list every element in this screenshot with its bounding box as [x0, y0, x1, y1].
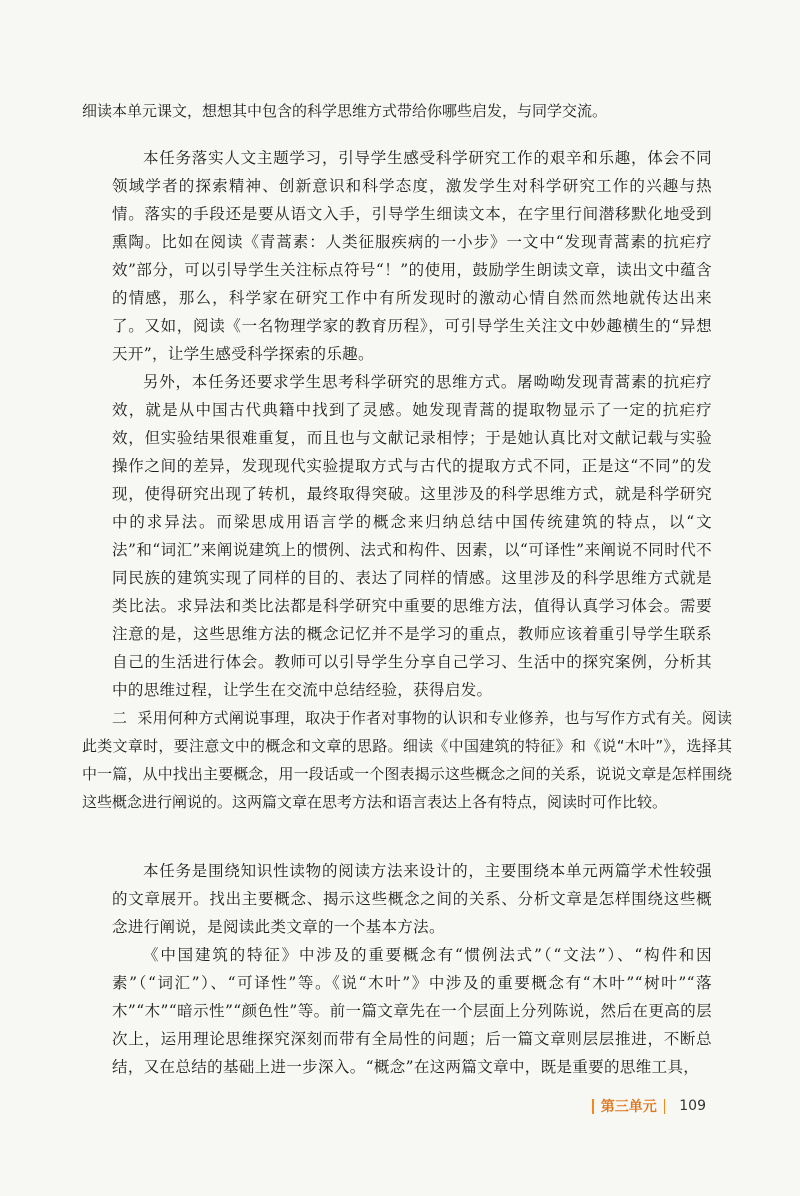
teaching-guide-two — [112, 857, 712, 1081]
task-one — [82, 96, 732, 126]
guide-one-paragraph-1: 本任务落实人文主题学习，引导学生感受科学研究工作的艰辛和乐趣，体会不同领域学者的探索精神、创新意识和科学态度，激发学生对科学研究工作的兴趣与热情。落实的手段还是要从语文入手，引导学生细读文本，在字里行间潜移默化地受到熏陶。比如在阅读《青蒿素：人类征服疾病的一小步》一文中“发现青蒿素的抗疟疗效”部分，可以引导学生关注标点符号“！”的使用，鼓励学生朗读文章，读出文中蕴含的情感，那么，科学家在研究工作中有所发现时的激动心情自然而然地就传达出来了。又如，阅读《一名物理学家的教育历程》，可引导学生关注文中妙趣横生的“异想天开”，让学生感受科学探索的乐趣。 — [112, 149, 712, 363]
guide-two-paragraph-1: 本任务是围绕知识性读物的阅读方法来设计的，主要围绕本单元两篇学术性较强的文章展开。找出主要概念、揭示这些概念之间的关系、分析文章是怎样围绕这些概念进行阐说，是阅读此类文章的一个基本方法。 — [112, 862, 712, 936]
page-footer — [592, 1096, 706, 1116]
guide-two-paragraph-2: 《中国建筑的特征》中涉及的重要概念有“惯例法式”（“文法”）、“构件和因素”（“词汇”）、“可译性”等。《说“木叶”》中涉及的重要概念有“木叶”“树叶”“落木”“木”“暗示性”“颜色性”等。前一篇文章先在一个层面上分列陈说，然后在更高的层次上，运用理论思维探究深刻而带有全局性的问题；后一篇文章则层层推进，不断总结，又在总结的基础上进一步深入。“概念”在这两篇文章中，既是重要的思维工具， — [112, 946, 712, 1076]
guide-one-paragraph-2: 另外，本任务还要求学生思考科学研究的思维方式。屠呦呦发现青蒿素的抗疟疗效，就是从中国古代典籍中找到了灵感。她发现青蒿的提取物显示了一定的抗疟疗效，但实验结果很难重复，而且也与文献记录相悖；于是她认真比对文献记载与实验操作之间的差异，发现现代实验提取方式与古代的提取方式不同，正是这“不同”的发现，使得研究出现了转机，最终取得突破。这里涉及的科学思维方式，就是科学研究中的求异法。而梁思成用语言学的概念来归纳总结中国传统建筑的特点，以“文法”和“词汇”来阐说建筑上的惯例、法式和构件、因素，以“可译性”来阐说不同时代不同民族的建筑实现了同样的目的、表达了同样的情感。这里涉及的科学思维方式就是类比法。求异法和类比法都是科学研究中重要的思维方法，值得认真学习体会。需要注意的是，这些思维方法的概念记忆并不是学习的重点，教师应该着重引导学生联系自己的生活进行体会。教师可以引导学生分享自己学习、生活中的探究案例，分析其中的思维过程，让学生在交流中总结经验，获得启发。 — [112, 373, 712, 699]
task-two-prompt — [82, 704, 732, 816]
footer-divider-left — [592, 1099, 594, 1114]
footer-divider-right — [664, 1099, 666, 1114]
task-two-number: 二 — [112, 709, 128, 727]
task-two-text: 采用何种方式阐说事理，取决于作者对事物的认识和专业修养，也与写作方式有关。阅读此类文章时，要注意文中的概念和文章的思路。细读《中国建筑的特征》和《说“木叶”》，选择其中一篇，从中找出主要概念，用一段话或一个图表揭示这些概念之间的关系，说说文章是怎样围绕这些概念进行阐说的。这两篇文章在思考方法和语言表达上各有特点，阅读时可作比较。 — [82, 709, 732, 811]
unit-label: 第三单元 — [600, 1099, 657, 1115]
teaching-guide-one — [112, 144, 712, 704]
task-one-prompt: 细读本单元课文，想想其中包含的科学思维方式带给你哪些启发，与同学交流。 — [82, 102, 608, 120]
page-number: 109 — [679, 1098, 706, 1114]
task-two — [82, 704, 732, 816]
